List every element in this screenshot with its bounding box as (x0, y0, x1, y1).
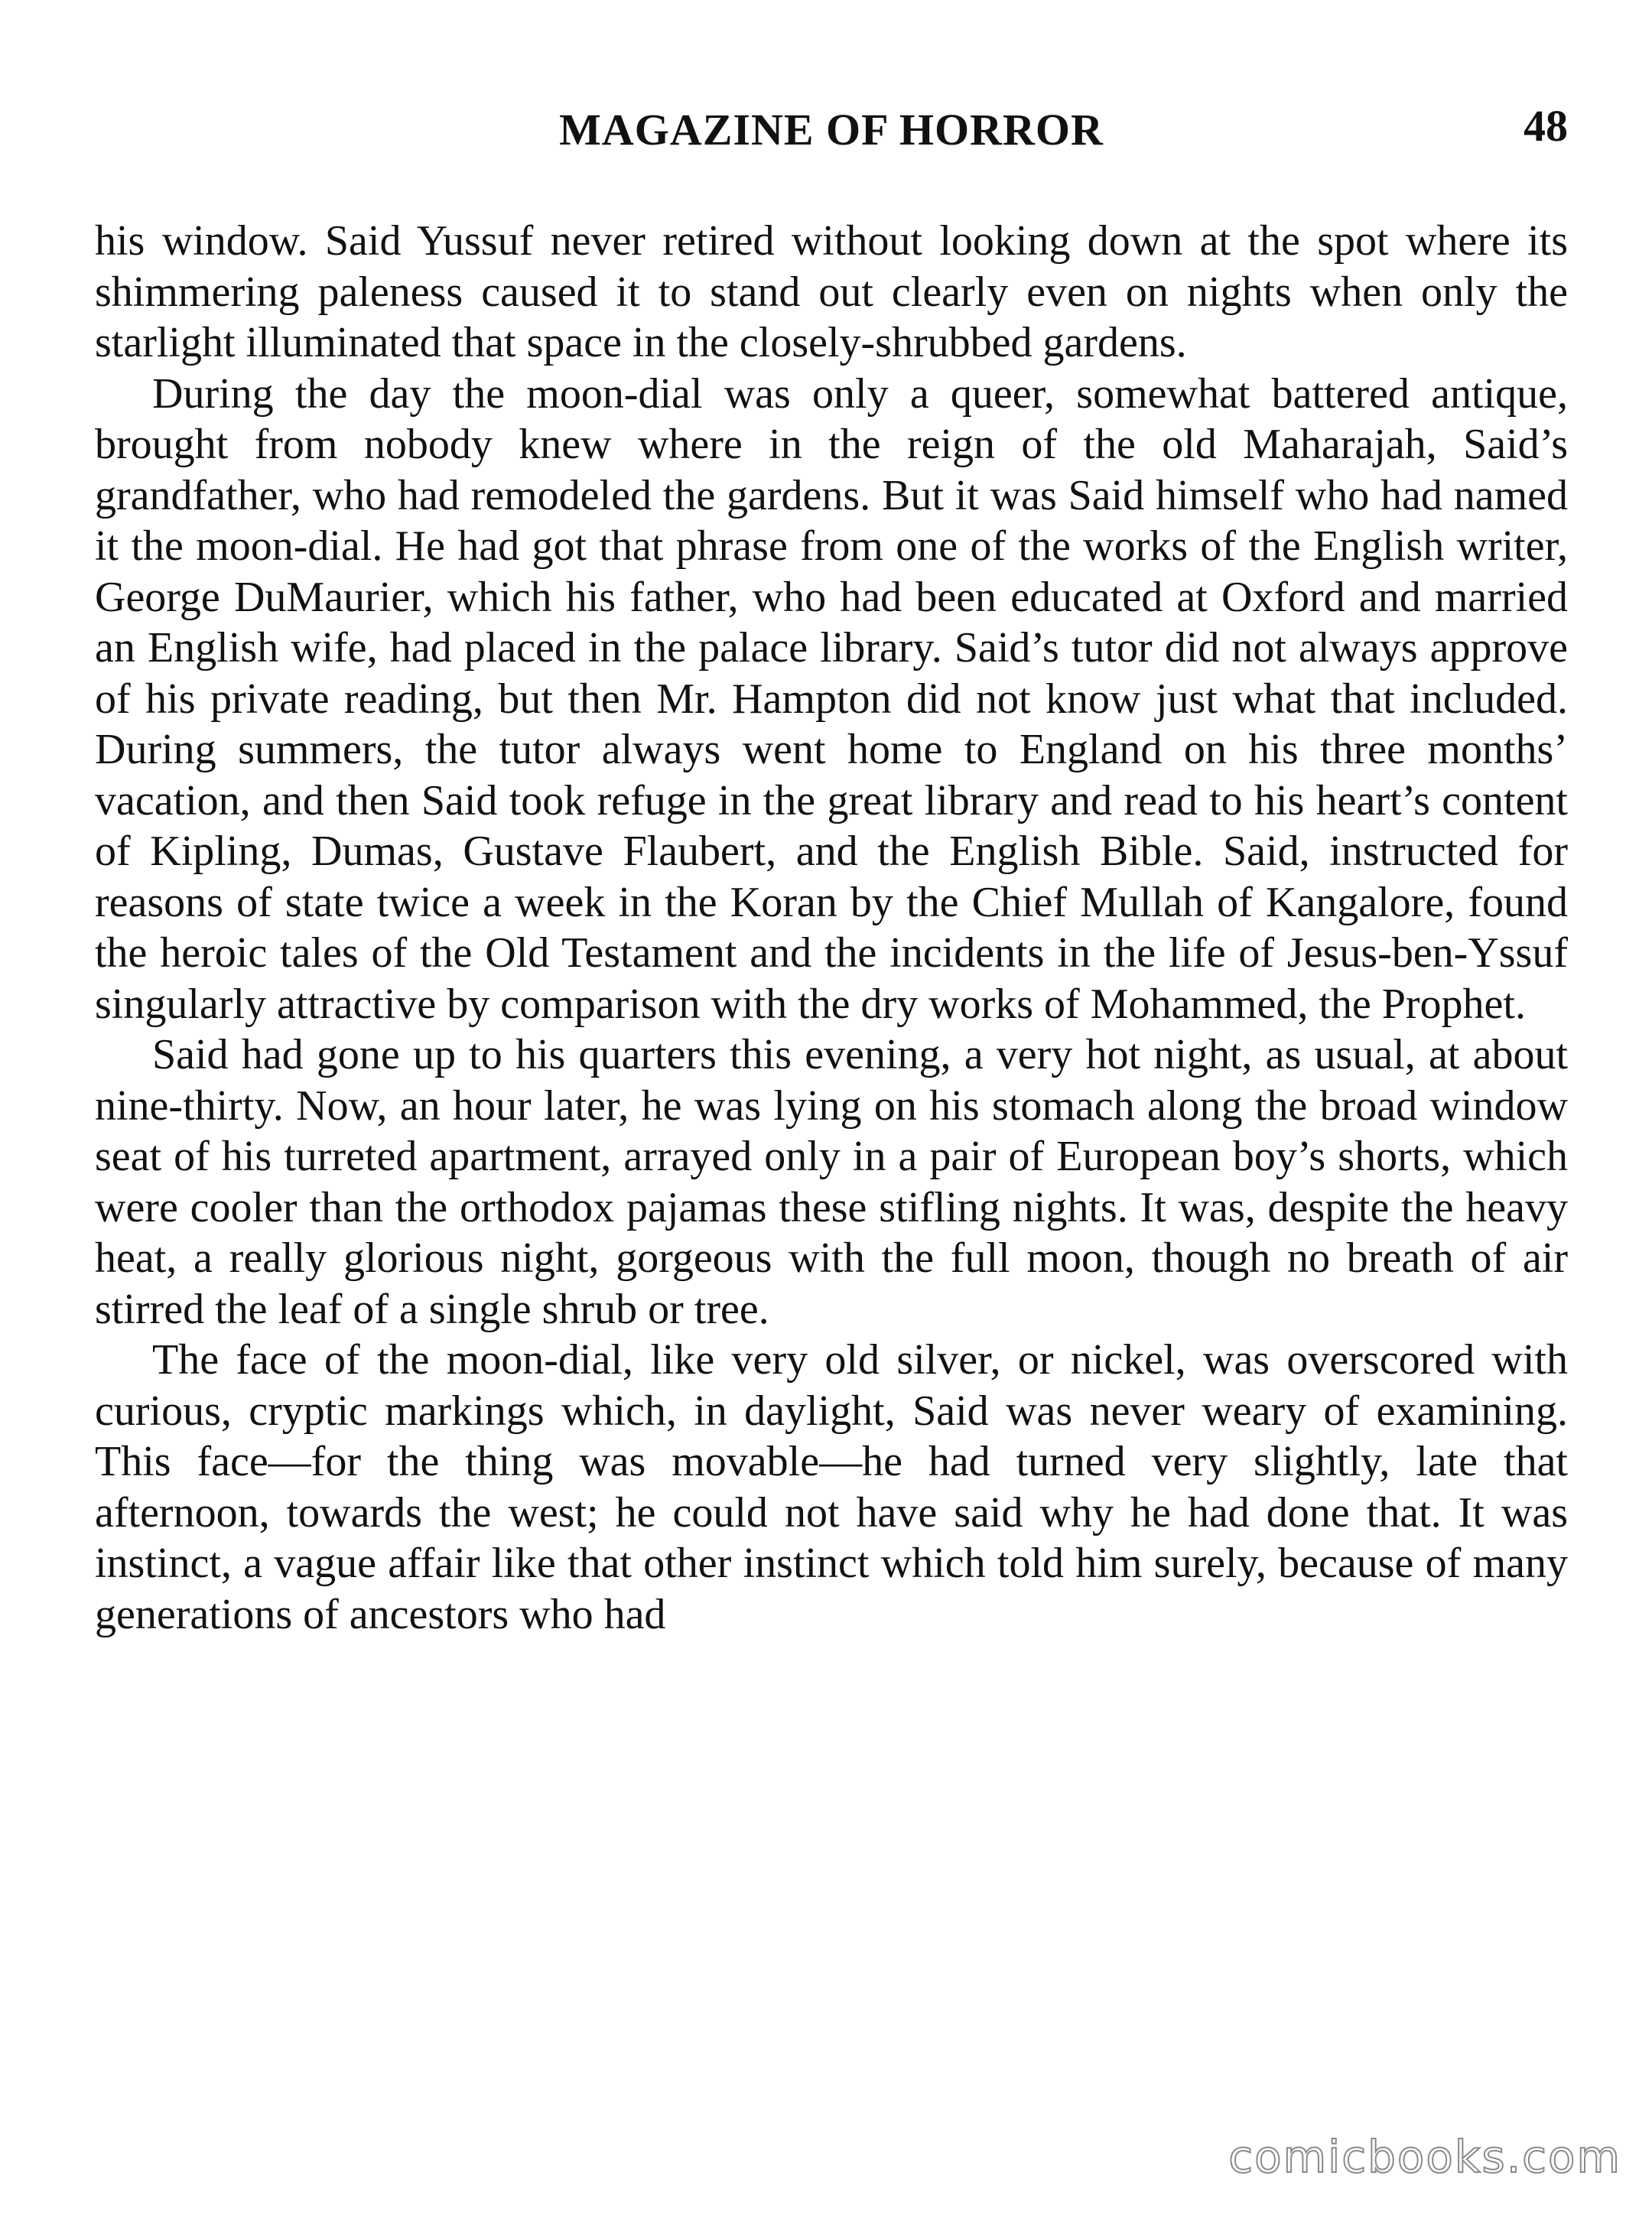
running-head (95, 99, 1568, 161)
paragraph-moon-dial-history: During the day the moon-dial was only a queer, somewhat battered antique, brought from nobody knew where in the reign of the old Maharajah, Said’s grandfather, who had remodeled the gardens. But it was Said himself who had named it the moon-dial. He had got that phrase from one of the works of the English writer, George DuMaurier, which his father, who had been educated at Oxford and married an English wife, had placed in the palace library. Said’s tutor did not always approve of his private reading, but then Mr. Hampton did not know just what that included. During summers, the tutor always went home to England on his three months’ vacation, and then Said took refuge in the great library and read to his heart’s content of Kipling, Dumas, Gustave Flaubert, and the English Bible. Said, instructed for reasons of state twice a week in the Koran by the Chief Mullah of Kangalore, found the heroic tales of the Old Testament and the incidents in the life of Jesus-ben-Yssuf singularly attractive by comparison with the dry works of Mohammed, the Prophet. (95, 369, 1568, 1028)
page-number: 48 (1524, 101, 1568, 151)
running-title: MAGAZINE OF HORROR (559, 105, 1104, 154)
paragraph-continued: his window. Said Yussuf never retired without looking down at the spot where its shimmering paleness caused it to stand out clearly even on nights when only the starlight illuminated that space in the closely-shrubbed gardens. (95, 217, 1568, 366)
paragraph-dial-face: The face of the moon-dial, like very old silver, or nickel, was overscored with curious, cryptic markings which, in daylight, Said was never weary of examining. This face—for the thing was movable—he had turned very slightly, late that afternoon, towards the west; he could not have said why he had done that. It was instinct, a vague affair like that other instinct which told him surely, because of many generations of ancestors who had (95, 1336, 1568, 1638)
paragraph-evening: Said had gone up to his quarters this evening, a very hot night, as usual, at about nine-thirty. Now, an hour later, he was lying on his stomach along the broad window seat of his turreted apartment, arrayed only in a pair of European boy’s shorts, which were cooler than the orthodox pajamas these stifling nights. It was, despite the heavy heat, a really glorious night, gorgeous with the full moon, though no breath of air stirred the leaf of a single shrub or tree. (95, 1031, 1568, 1333)
watermark-logo: comicbooks.com (1228, 2131, 1621, 2183)
body-text (95, 216, 1568, 1640)
